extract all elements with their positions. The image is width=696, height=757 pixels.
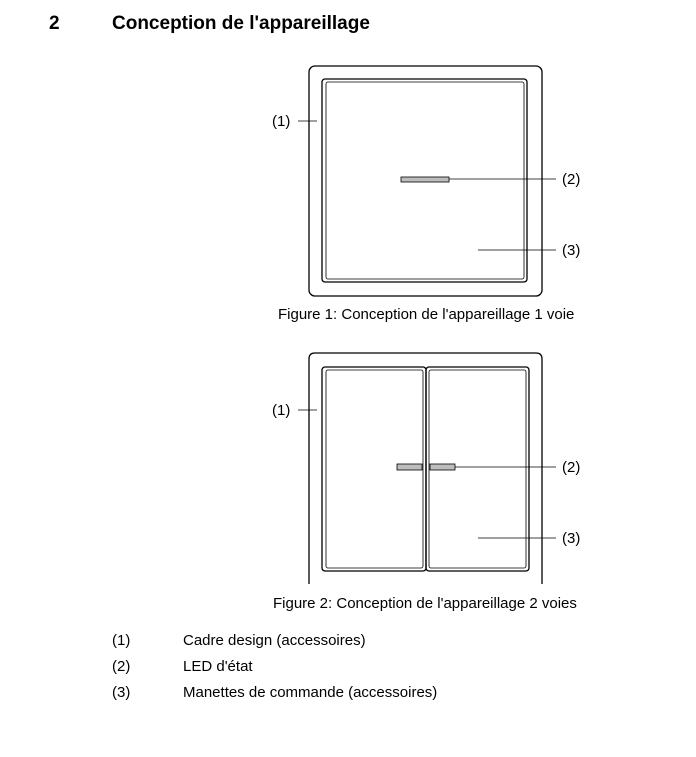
status-led-right (430, 464, 455, 470)
section-number: 2 (49, 13, 60, 34)
figure-1-caption: Figure 1: Conception de l'appareillage 1 voie (278, 306, 575, 323)
callout-3: (3) (562, 242, 581, 259)
figure-2-caption: Figure 2: Conception de l'appareillage 2 voies (273, 595, 577, 612)
legend-text: Cadre design (accessoires) (183, 632, 366, 649)
callout-1: (1) (272, 113, 291, 130)
callout-3: (3) (562, 530, 581, 547)
legend-number: (2) (112, 658, 131, 675)
section-title: Conception de l'appareillage (112, 13, 370, 34)
callout-2: (2) (562, 459, 581, 476)
callout-1: (1) (272, 402, 291, 419)
legend-number: (1) (112, 632, 131, 649)
status-led-left (397, 464, 422, 470)
legend-text: LED d'état (183, 658, 253, 675)
legend-number: (3) (112, 684, 131, 701)
legend-text: Manettes de commande (accessoires) (183, 684, 438, 701)
callout-2: (2) (562, 171, 581, 188)
